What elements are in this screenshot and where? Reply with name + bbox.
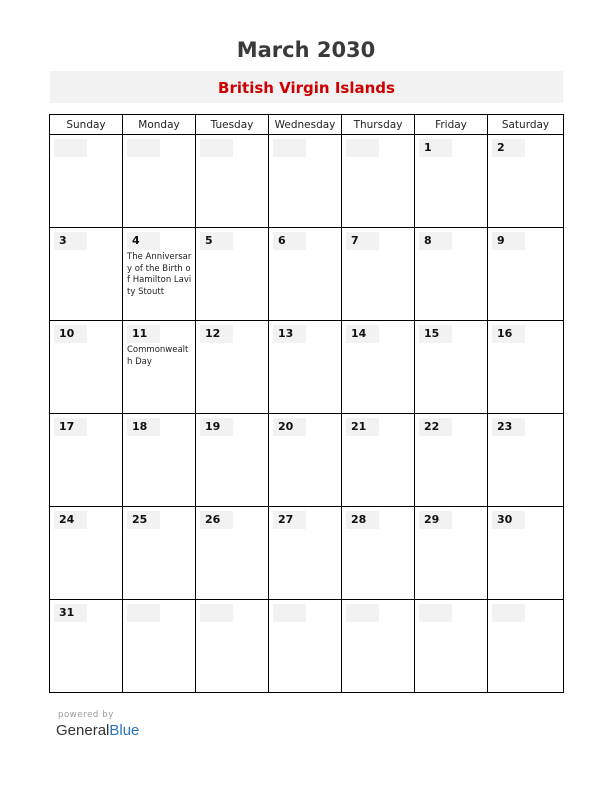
week-row — [50, 321, 564, 414]
day-number: 27 — [278, 513, 294, 526]
day-cell[interactable] — [488, 507, 564, 600]
day-number: 22 — [424, 420, 440, 433]
day-cell[interactable] — [415, 228, 488, 321]
brand-blue: Blue — [109, 722, 140, 739]
day-number: 26 — [205, 513, 221, 526]
day-cell[interactable] — [415, 135, 488, 228]
day-cell[interactable] — [415, 600, 488, 693]
day-number: 11 — [132, 327, 148, 340]
day-number-box — [273, 604, 306, 622]
powered-by-text: powered by — [58, 710, 114, 720]
day-cell[interactable] — [269, 507, 342, 600]
week-row — [50, 600, 564, 693]
week-row — [50, 228, 564, 321]
day-cell[interactable] — [196, 135, 269, 228]
weekday-header: Saturday — [488, 115, 564, 135]
week-row — [50, 135, 564, 228]
holiday-label: Commonwealth Day — [127, 345, 189, 367]
day-cell[interactable] — [269, 414, 342, 507]
day-cell[interactable] — [50, 414, 123, 507]
day-cell[interactable] — [488, 321, 564, 414]
day-number: 3 — [59, 234, 67, 247]
day-number-box — [273, 139, 306, 157]
day-cell[interactable] — [196, 507, 269, 600]
brand-general: General — [56, 722, 110, 739]
day-number: 19 — [205, 420, 221, 433]
day-cell[interactable] — [123, 228, 196, 321]
page-title: March 2030 — [236, 38, 376, 62]
day-cell[interactable] — [196, 414, 269, 507]
day-number: 6 — [278, 234, 286, 247]
day-cell[interactable] — [415, 507, 488, 600]
day-number-box — [200, 604, 233, 622]
day-cell[interactable] — [196, 228, 269, 321]
day-cell[interactable] — [342, 135, 415, 228]
day-number: 28 — [351, 513, 367, 526]
day-number-box — [200, 139, 233, 157]
weekday-header: Tuesday — [196, 115, 269, 135]
brand-logo[interactable] — [56, 722, 139, 739]
day-number-box — [346, 139, 379, 157]
day-cell[interactable] — [123, 600, 196, 693]
calendar-grid — [49, 114, 564, 693]
day-cell[interactable] — [196, 600, 269, 693]
day-number: 13 — [278, 327, 294, 340]
day-cell[interactable] — [123, 135, 196, 228]
weekday-header: Friday — [415, 115, 488, 135]
day-number: 12 — [205, 327, 221, 340]
day-number: 25 — [132, 513, 148, 526]
day-cell[interactable] — [50, 507, 123, 600]
day-cell[interactable] — [488, 414, 564, 507]
day-cell[interactable] — [269, 135, 342, 228]
day-number-box — [54, 139, 87, 157]
weekday-header: Sunday — [50, 115, 123, 135]
day-cell[interactable] — [342, 321, 415, 414]
day-cell[interactable] — [123, 321, 196, 414]
day-cell[interactable] — [488, 135, 564, 228]
day-number: 24 — [59, 513, 75, 526]
weekday-header-row — [50, 115, 564, 135]
day-cell[interactable] — [342, 228, 415, 321]
day-number-box — [492, 604, 525, 622]
day-number: 17 — [59, 420, 75, 433]
day-number: 16 — [497, 327, 513, 340]
day-number: 20 — [278, 420, 294, 433]
day-number: 9 — [497, 234, 505, 247]
week-row — [50, 414, 564, 507]
day-number: 4 — [132, 234, 140, 247]
day-number-box — [127, 604, 160, 622]
day-cell[interactable] — [123, 414, 196, 507]
day-cell[interactable] — [50, 321, 123, 414]
day-number: 14 — [351, 327, 367, 340]
day-number: 2 — [497, 141, 505, 154]
day-cell[interactable] — [342, 507, 415, 600]
day-number: 18 — [132, 420, 148, 433]
day-cell[interactable] — [269, 228, 342, 321]
holiday-label: The Anniversary of the Birth of Hamilton Lavity Stoutt — [127, 252, 192, 297]
day-number: 7 — [351, 234, 359, 247]
day-number: 15 — [424, 327, 440, 340]
weekday-header: Wednesday — [269, 115, 342, 135]
day-cell[interactable] — [488, 228, 564, 321]
day-number: 31 — [59, 606, 75, 619]
day-cell[interactable] — [415, 321, 488, 414]
day-number-box — [127, 139, 160, 157]
day-number: 10 — [59, 327, 75, 340]
region-title: British Virgin Islands — [218, 79, 395, 97]
day-cell[interactable] — [269, 600, 342, 693]
day-cell[interactable] — [342, 414, 415, 507]
day-cell[interactable] — [50, 228, 123, 321]
day-number: 8 — [424, 234, 432, 247]
weekday-header: Monday — [123, 115, 196, 135]
day-number: 23 — [497, 420, 513, 433]
day-cell[interactable] — [50, 135, 123, 228]
weekday-header: Thursday — [342, 115, 415, 135]
day-cell[interactable] — [196, 321, 269, 414]
day-number: 1 — [424, 141, 432, 154]
day-cell[interactable] — [488, 600, 564, 693]
day-number: 30 — [497, 513, 513, 526]
region-band — [50, 71, 563, 103]
day-cell[interactable] — [123, 507, 196, 600]
day-cell[interactable] — [342, 600, 415, 693]
day-cell[interactable] — [269, 321, 342, 414]
week-row — [50, 507, 564, 600]
day-number-box — [419, 604, 452, 622]
day-number: 29 — [424, 513, 440, 526]
day-number: 21 — [351, 420, 367, 433]
day-number: 5 — [205, 234, 213, 247]
day-cell[interactable] — [415, 414, 488, 507]
day-number-box — [346, 604, 379, 622]
day-cell[interactable] — [50, 600, 123, 693]
